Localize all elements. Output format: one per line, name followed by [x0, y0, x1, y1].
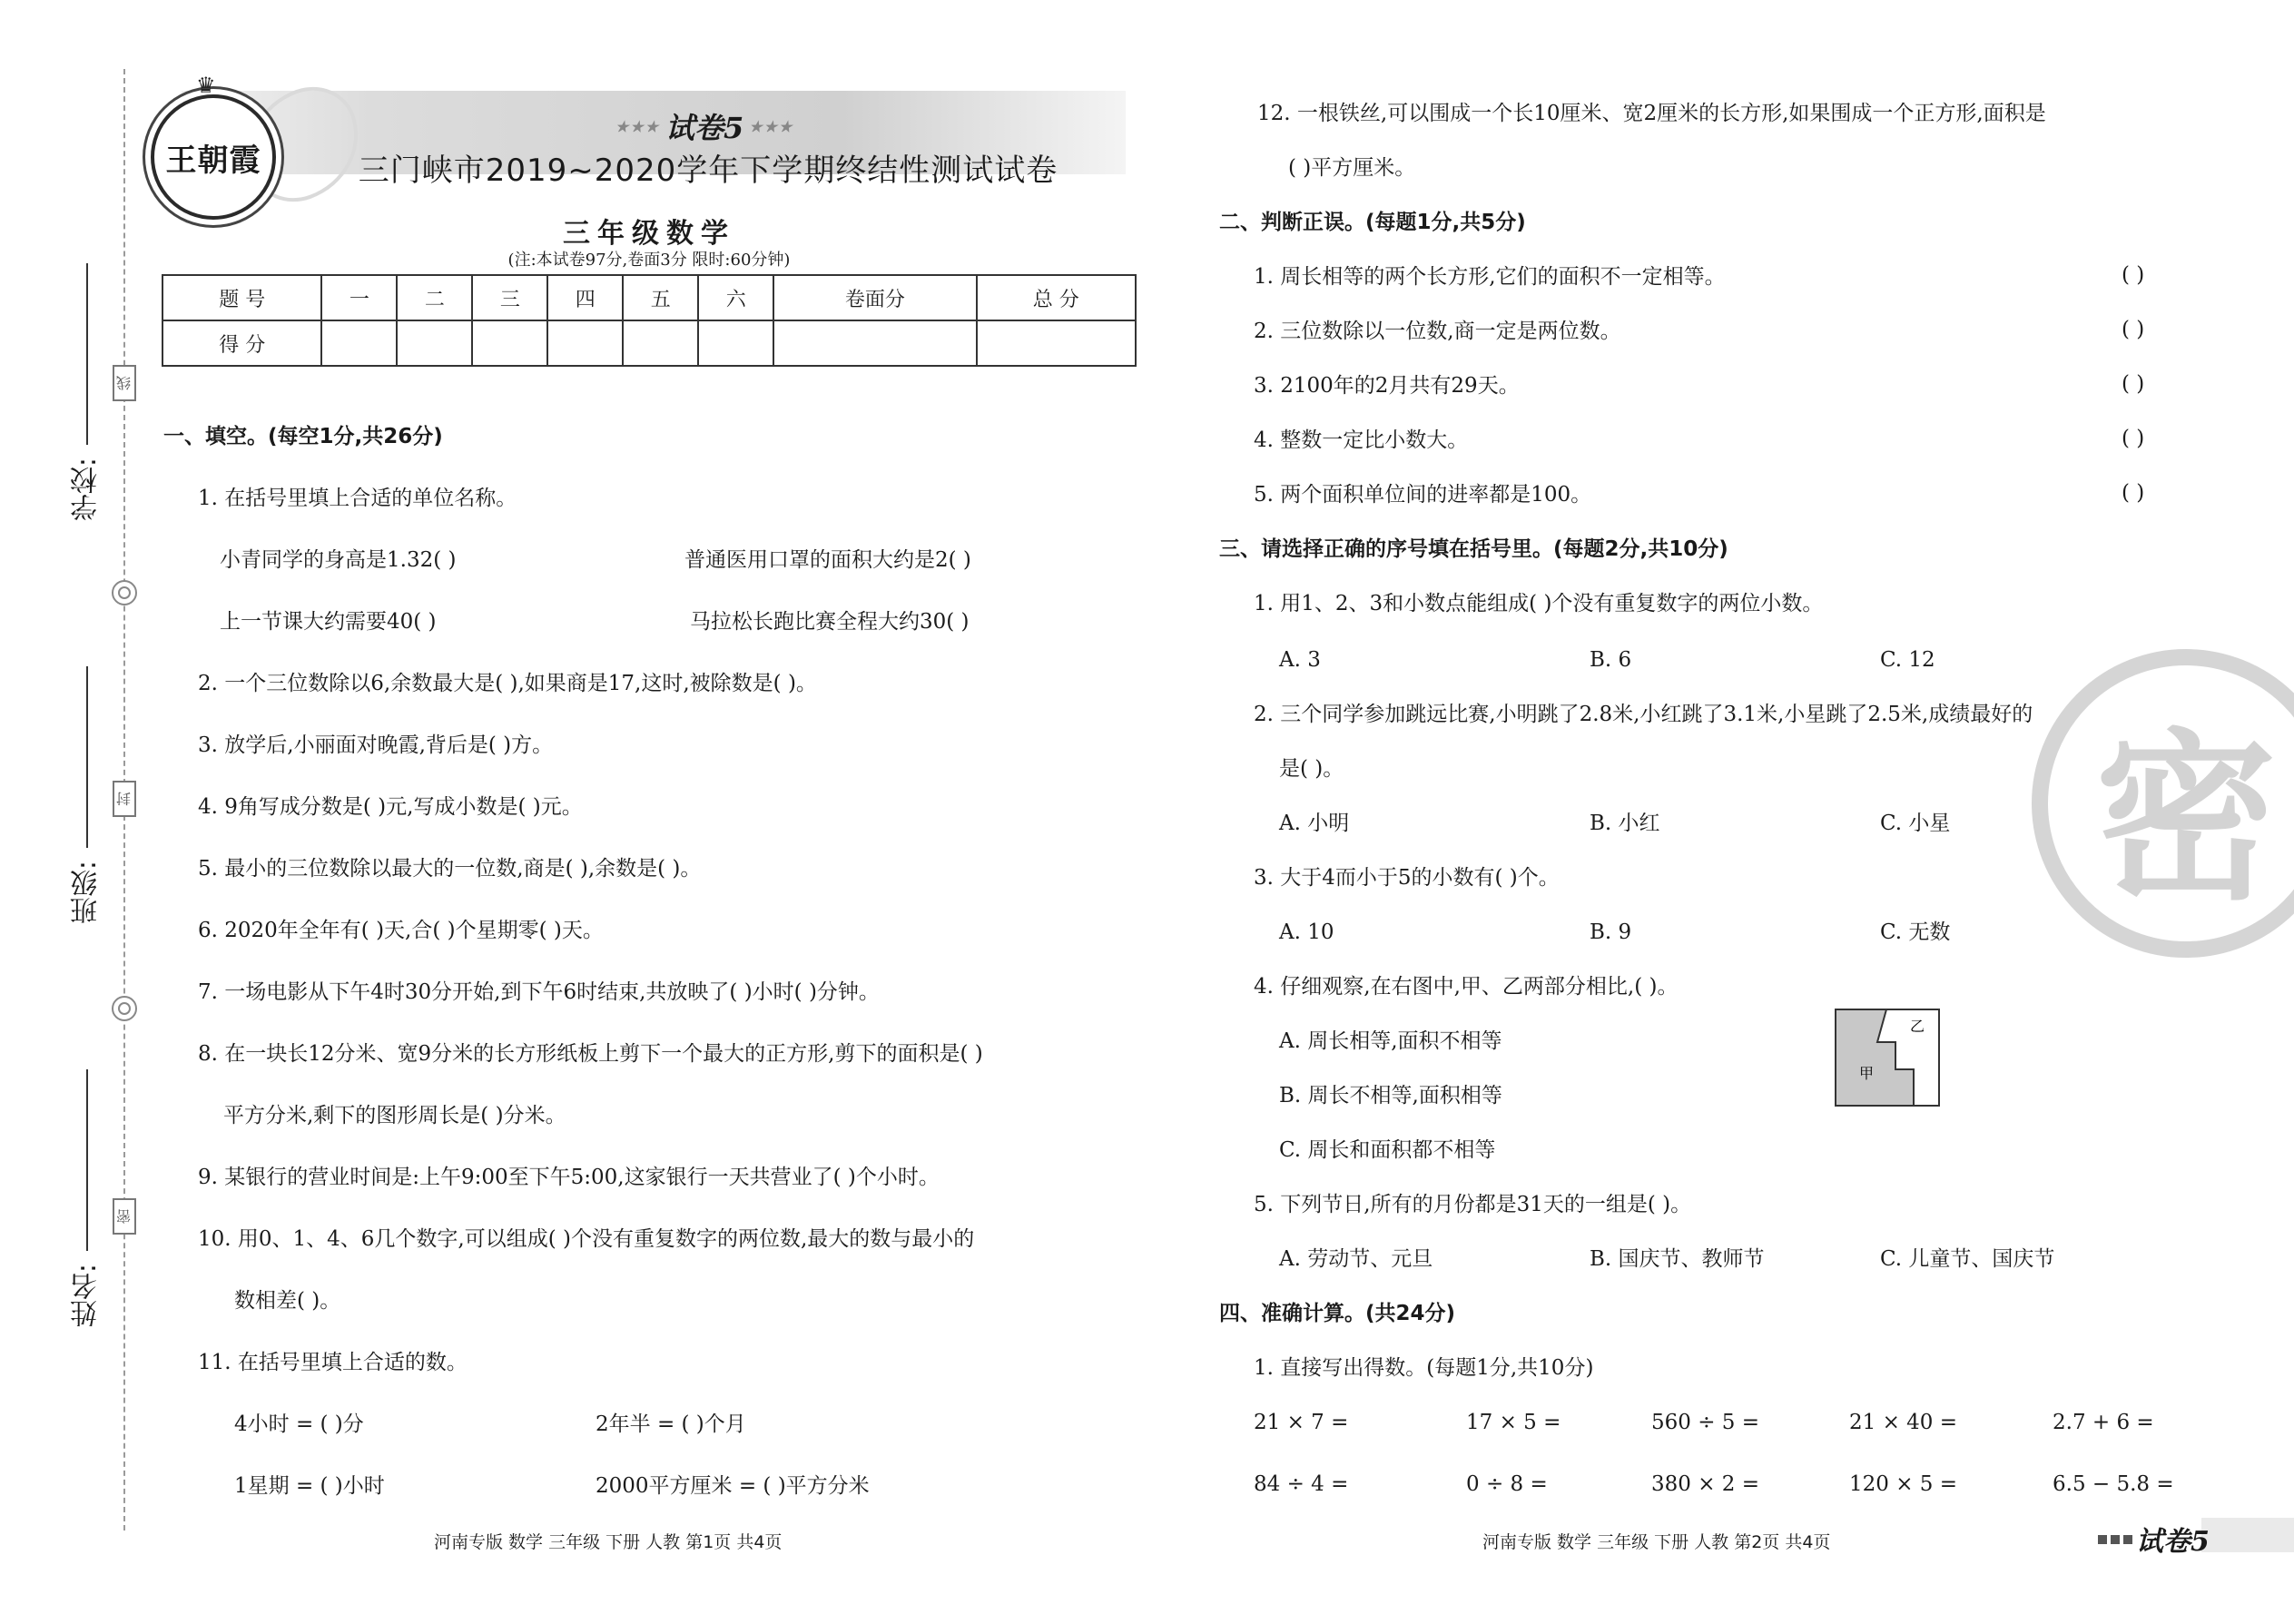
- q11-stem: 11. 在括号里填上合适的数。: [198, 1351, 468, 1374]
- class-blank: [86, 666, 88, 848]
- score-header-cell: 六: [698, 275, 773, 320]
- calc-item: 380 × 2 =: [1651, 1472, 1760, 1496]
- judge-answer-5[interactable]: ( ): [2122, 481, 2145, 505]
- judge-item-1: 1. 周长相等的两个长方形,它们的面积不一定相等。: [1254, 265, 1726, 289]
- school-blank: [86, 263, 88, 445]
- q11-item-c: 1星期 = ( )小时: [234, 1474, 385, 1498]
- q12-line2: ( )平方厘米。: [1288, 156, 1416, 180]
- calc-item: 120 × 5 =: [1849, 1472, 1958, 1496]
- score-cell[interactable]: [472, 320, 547, 366]
- q9: 9. 某银行的营业时间是:上午9:00至下午5:00,这家银行一天共营业了( )个小时。: [198, 1166, 940, 1189]
- score-cell[interactable]: [397, 320, 472, 366]
- choice-q5-option-c[interactable]: C. 儿童节、国庆节: [1880, 1247, 2055, 1271]
- calc-item: 0 ÷ 8 =: [1466, 1472, 1548, 1496]
- margin-mark-xian: 线: [113, 365, 136, 401]
- exam-note: (注:本试卷97分,卷面3分 限时:60分钟): [507, 251, 791, 270]
- choice-q4-option-b[interactable]: B. 周长不相等,面积相等: [1279, 1084, 1502, 1107]
- score-header-cell: 二: [397, 275, 472, 320]
- margin-mark-mi: 密: [113, 1198, 136, 1235]
- class-label: 班级:: [71, 861, 103, 925]
- score-cell[interactable]: [321, 320, 397, 366]
- score-cell[interactable]: [623, 320, 698, 366]
- school-label: 学校:: [71, 458, 103, 522]
- footer-tag-band: [2201, 1518, 2294, 1552]
- q5: 5. 最小的三位数除以最大的一位数,商是( ),余数是( )。: [198, 857, 702, 881]
- judge-answer-4[interactable]: ( ): [2122, 427, 2145, 450]
- class-field: [60, 666, 114, 924]
- calc-item: 21 × 40 =: [1849, 1411, 1958, 1434]
- score-header-cell: 卷面分: [773, 275, 976, 320]
- q1-stem: 1. 在括号里填上合适的单位名称。: [198, 487, 517, 510]
- judge-item-3: 3. 2100年的2月共有29天。: [1254, 374, 1520, 398]
- q2: 2. 一个三位数除以6,余数最大是( ),如果商是17,这时,被除数是( )。: [198, 672, 817, 695]
- calc-item: 2.7 + 6 =: [2053, 1411, 2154, 1434]
- score-cell[interactable]: [547, 320, 623, 366]
- q4: 4. 9角写成分数是( )元,写成小数是( )元。: [198, 795, 583, 819]
- calc-item: 560 ÷ 5 =: [1651, 1411, 1760, 1434]
- score-table-header-row: [162, 275, 1136, 320]
- judge-item-5: 5. 两个面积单位间的进率都是100。: [1254, 483, 1592, 507]
- score-cell[interactable]: [773, 320, 976, 366]
- choice-q2-option-a[interactable]: A. 小明: [1279, 812, 1350, 835]
- jia-yi-figure: [1832, 1006, 1950, 1115]
- figure-jia-label: 甲: [1859, 1065, 1875, 1082]
- choice-q3-option-b[interactable]: B. 9: [1590, 920, 1632, 944]
- logo-text: 王朝霞: [165, 142, 261, 179]
- choice-q2-stem-line2: 是( )。: [1279, 757, 1344, 781]
- paper-tag: [615, 105, 793, 147]
- footer-squares-icon: [2098, 1530, 2136, 1548]
- judge-answer-3[interactable]: ( ): [2122, 372, 2145, 396]
- q11-item-a: 4小时 = ( )分: [234, 1412, 364, 1436]
- subject-title: 三年级数学: [563, 218, 735, 250]
- choice-q5-option-a[interactable]: A. 劳动节、元旦: [1279, 1247, 1433, 1271]
- footer-left: 河南专版 数学 三年级 下册 人教 第1页 共4页: [434, 1532, 783, 1552]
- binding-hole-icon: [112, 580, 137, 605]
- crown-icon: ♛: [196, 73, 216, 98]
- name-field: [60, 1069, 114, 1327]
- score-table: [162, 274, 1137, 367]
- choice-q2-stem-line1: 2. 三个同学参加跳远比赛,小明跳了2.8米,小红跳了3.1米,小星跳了2.5米,成绩最好的: [1254, 703, 2033, 726]
- judge-answer-2[interactable]: ( ): [2122, 318, 2145, 341]
- score-header-cell: 四: [547, 275, 623, 320]
- choice-q2-option-c[interactable]: C. 小星: [1880, 812, 1951, 835]
- q10-line1: 10. 用0、1、4、6几个数字,可以组成( )个没有重复数字的两位数,最大的数与最小的: [198, 1227, 975, 1251]
- q1-item-b: 普通医用口罩的面积大约是2( ): [684, 548, 971, 572]
- choice-q2-option-b[interactable]: B. 小红: [1590, 812, 1660, 835]
- name-label: 姓名:: [71, 1264, 103, 1328]
- publisher-logo: [151, 73, 276, 220]
- q8-line2: 平方分米,剩下的图形周长是( )分米。: [223, 1104, 566, 1127]
- q8-line1: 8. 在一块长12分米、宽9分米的长方形纸板上剪下一个最大的正方形,剪下的面积是( ): [198, 1042, 983, 1066]
- choice-q3-option-a[interactable]: A. 10: [1279, 920, 1334, 944]
- margin-mark-feng: 封: [113, 781, 136, 817]
- choice-q4-stem: 4. 仔细观察,在右图中,甲、乙两部分相比,( )。: [1254, 975, 1679, 999]
- footer-right: 河南专版 数学 三年级 下册 人教 第2页 共4页: [1482, 1532, 1831, 1552]
- choice-q5-option-b[interactable]: B. 国庆节、教师节: [1590, 1247, 1765, 1271]
- calc-item: 6.5 − 5.8 =: [2053, 1472, 2174, 1496]
- school-field: [60, 263, 114, 521]
- q1-item-c: 上一节课大约需要40( ): [220, 610, 437, 634]
- score-header-cell: 总 分: [977, 275, 1136, 320]
- calc-item: 21 × 7 =: [1254, 1411, 1349, 1434]
- stars-icon: ★★★: [615, 117, 661, 135]
- q1-item-a: 小青同学的身高是1.32( ): [220, 548, 457, 572]
- choice-q1-stem: 1. 用1、2、3和小数点能组成( )个没有重复数字的两位小数。: [1254, 592, 1824, 615]
- choice-q4-option-a[interactable]: A. 周长相等,面积不相等: [1279, 1029, 1502, 1053]
- score-table-score-row: [162, 320, 1136, 366]
- section3-title: 三、请选择正确的序号填在括号里。(每题2分,共10分): [1219, 537, 1728, 561]
- score-header-cell: 题 号: [162, 275, 321, 320]
- secret-watermark-stamp: [2032, 649, 2294, 958]
- watermark-glyph: 密: [2094, 713, 2277, 925]
- section4-title: 四、准确计算。(共24分): [1219, 1302, 1456, 1325]
- score-header-cell: 三: [472, 275, 547, 320]
- choice-q1-option-a[interactable]: A. 3: [1279, 648, 1321, 672]
- judge-answer-1[interactable]: ( ): [2122, 263, 2145, 287]
- section1-title: 一、填空。(每空1分,共26分): [163, 425, 443, 448]
- section2-title: 二、判断正误。(每题1分,共5分): [1219, 211, 1526, 234]
- score-row-label: 得 分: [162, 320, 321, 366]
- q10-line2: 数相差( )。: [234, 1289, 341, 1313]
- choice-q4-option-c[interactable]: C. 周长和面积都不相等: [1279, 1138, 1496, 1162]
- figure-yi-label: 乙: [1910, 1018, 1925, 1035]
- q7: 7. 一场电影从下午4时30分开始,到下午6时结束,共放映了( )小时( )分钟。: [198, 980, 880, 1004]
- score-cell[interactable]: [698, 320, 773, 366]
- q12-line1: 12. 一根铁丝,可以围成一个长10厘米、宽2厘米的长方形,如果围成一个正方形,面积是: [1257, 102, 2046, 125]
- judge-item-4: 4. 整数一定比小数大。: [1254, 428, 1469, 452]
- footer-paper-tag: 试卷5: [2136, 1526, 2210, 1558]
- choice-q3-stem: 3. 大于4而小于5的小数有( )个。: [1254, 866, 1560, 890]
- binding-hole-icon: [112, 996, 137, 1021]
- q11-item-b: 2年半 = ( )个月: [596, 1412, 746, 1436]
- paper-tag-label: 试卷5: [665, 111, 744, 145]
- calc-q1-stem: 1. 直接写出得数。(每题1分,共10分): [1254, 1356, 1594, 1380]
- choice-q5-stem: 5. 下列节日,所有的月份都是31天的一组是( )。: [1254, 1193, 1692, 1216]
- score-header-cell: 五: [623, 275, 698, 320]
- right-page: [1147, 0, 2294, 1624]
- q1-item-d: 马拉松长跑比赛全程大约30( ): [690, 610, 970, 634]
- q6: 6. 2020年全年有( )天,合( )个星期零( )天。: [198, 919, 604, 942]
- paper-title: 三门峡市2019~2020学年下学期终结性测试试卷: [358, 153, 1058, 189]
- score-header-cell: 一: [321, 275, 397, 320]
- choice-q1-option-c[interactable]: C. 12: [1880, 648, 1935, 672]
- choice-q3-option-c[interactable]: C. 无数: [1880, 920, 1951, 944]
- choice-q1-option-b[interactable]: B. 6: [1590, 648, 1632, 672]
- q11-item-d: 2000平方厘米 = ( )平方分米: [596, 1474, 870, 1498]
- score-cell[interactable]: [977, 320, 1136, 366]
- calc-item: 17 × 5 =: [1466, 1411, 1561, 1434]
- name-blank: [86, 1069, 88, 1251]
- stars-icon: ★★★: [749, 117, 794, 135]
- judge-item-2: 2. 三位数除以一位数,商一定是两位数。: [1254, 320, 1621, 343]
- q3: 3. 放学后,小丽面对晚霞,背后是( )方。: [198, 733, 554, 757]
- calc-item: 84 ÷ 4 =: [1254, 1472, 1349, 1496]
